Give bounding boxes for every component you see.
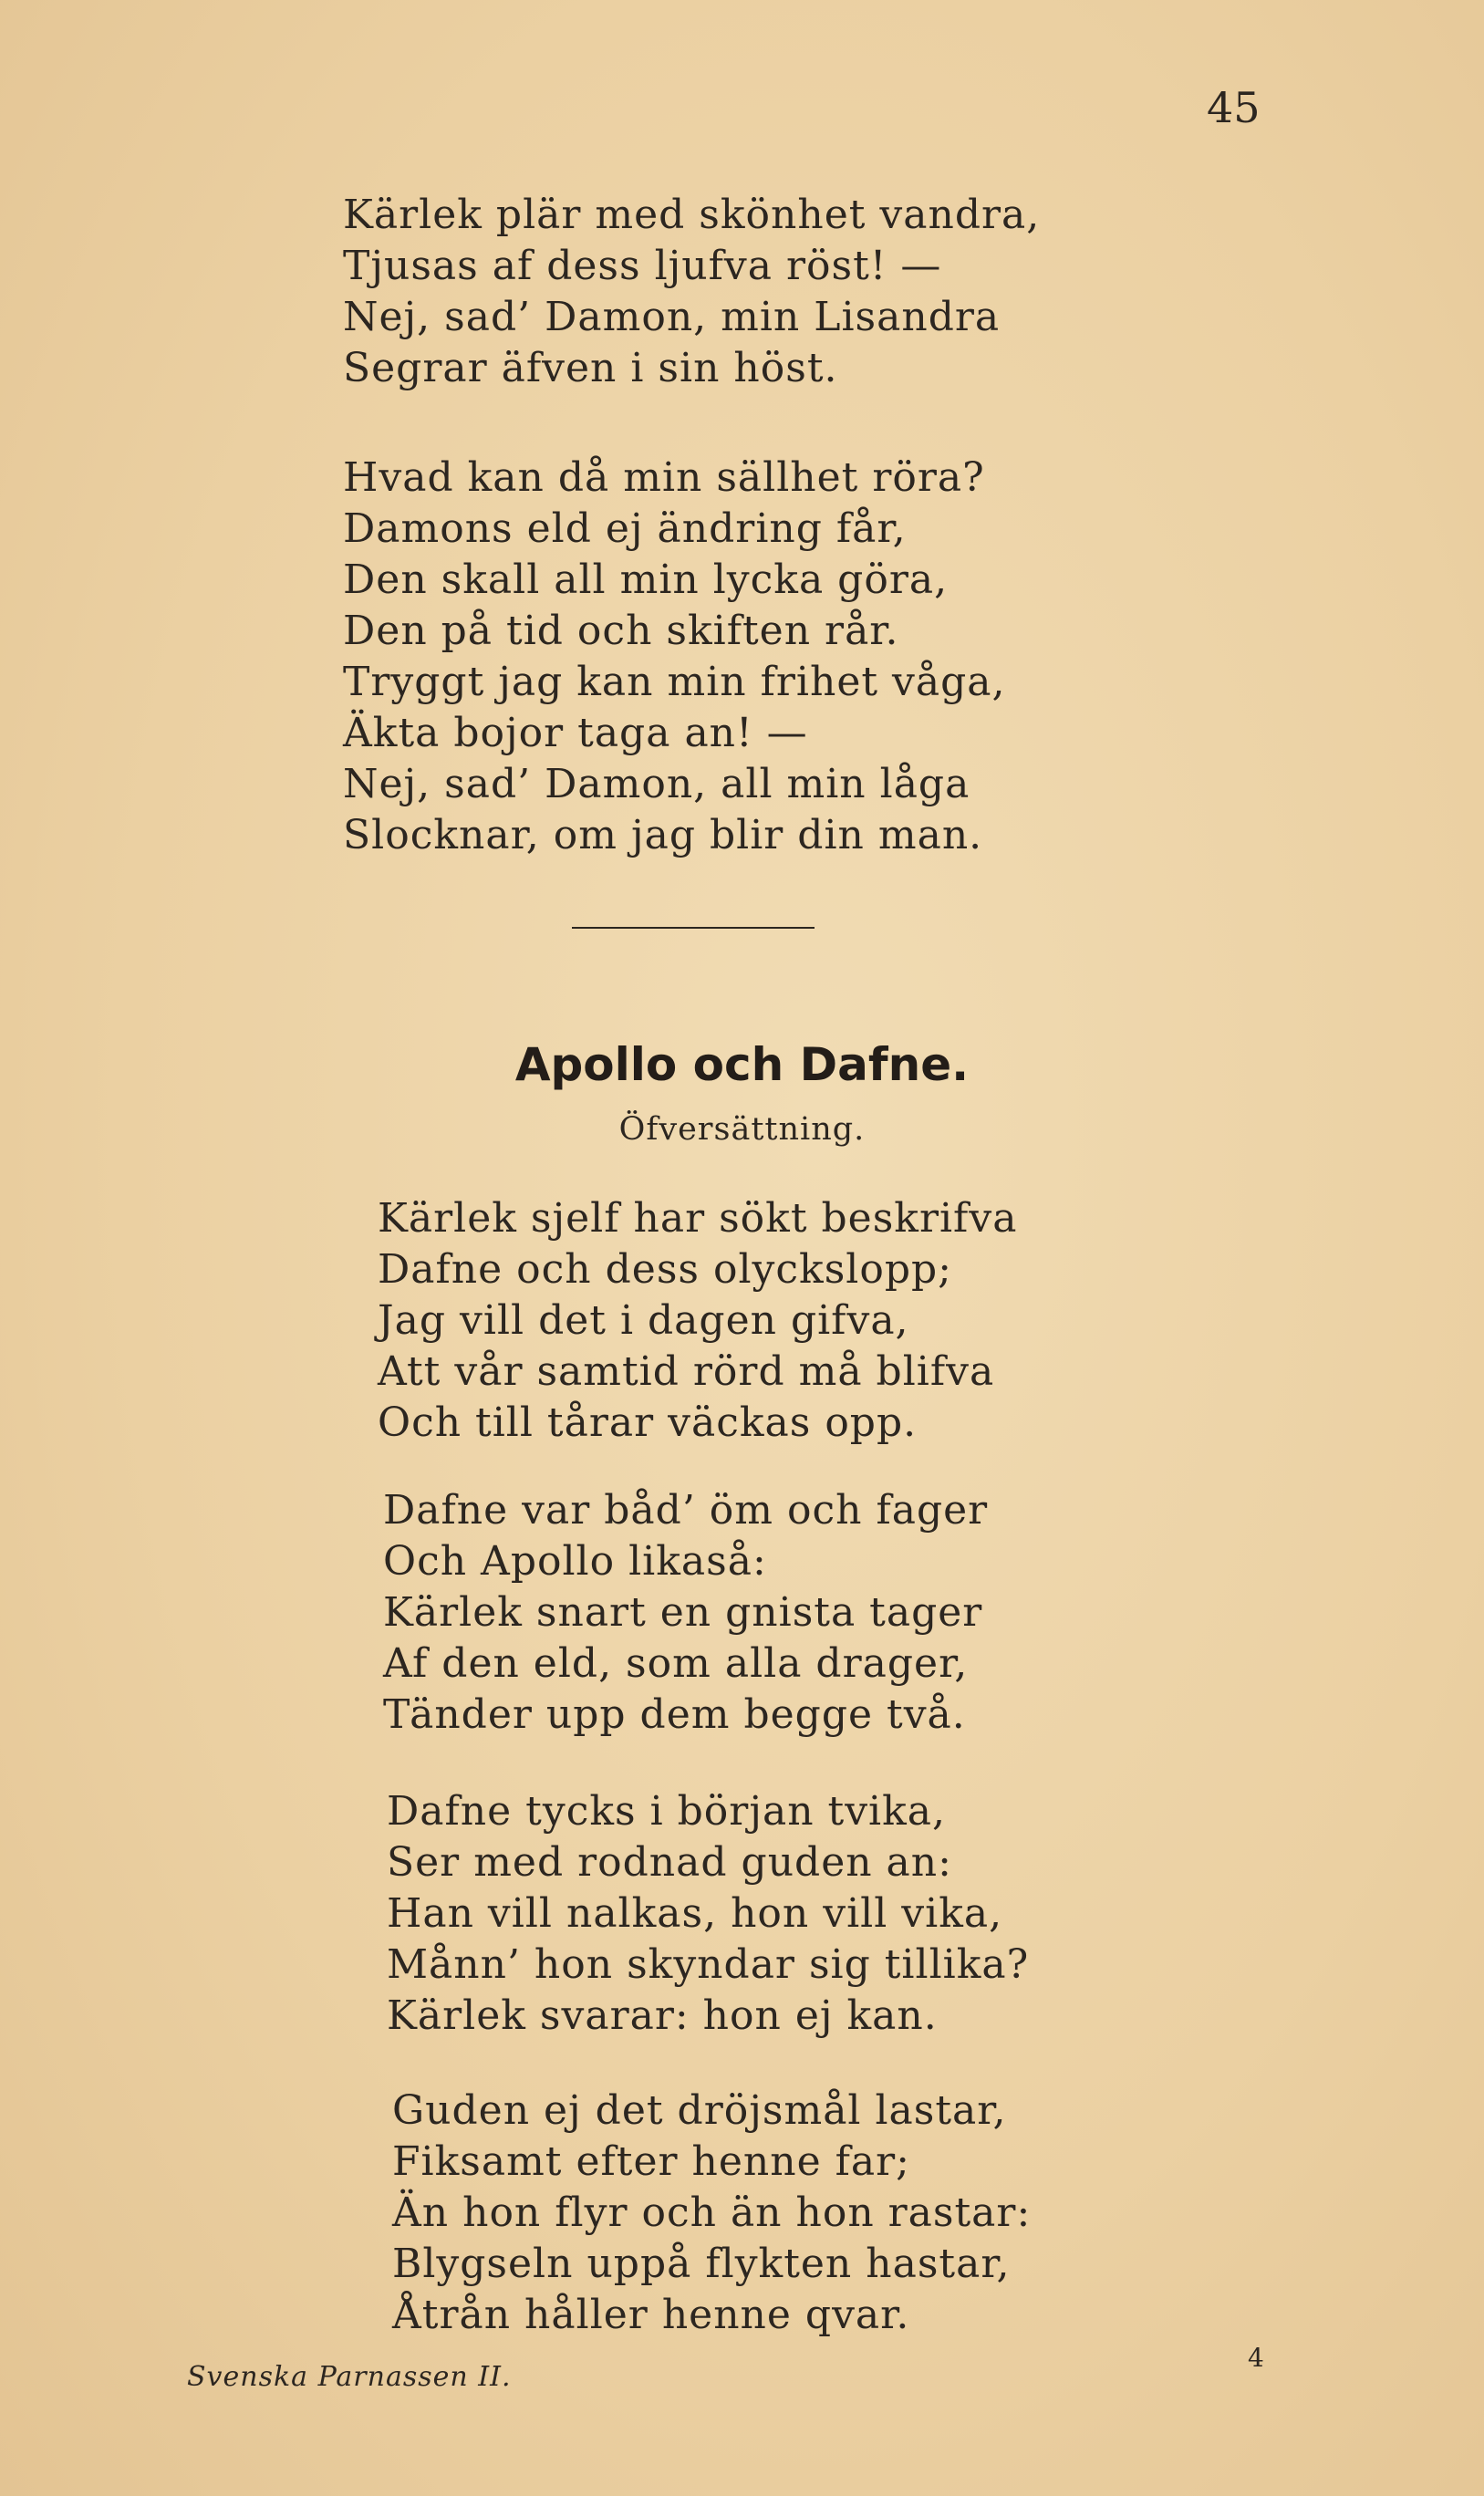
verse-line: Än hon flyr och än hon rastar: <box>392 2189 1032 2236</box>
verse-line: Han vill nalkas, hon vill vika, <box>387 1890 1003 1937</box>
verse-line: Dafne tycks i början tvika, <box>387 1788 947 1835</box>
verse-line: Och till tårar väckas opp. <box>378 1399 918 1446</box>
stanza <box>343 190 1040 394</box>
verse-line: Guden ej det dröjsmål lastar, <box>392 2087 1007 2134</box>
sheet-mark: 4 <box>1248 2343 1264 2373</box>
stanza <box>387 1786 1029 2042</box>
verse-line: Kärlek svarar: hon ej kan. <box>387 1992 938 2039</box>
verse-line: Kärlek sjelf har sökt beskrifva <box>378 1195 1018 1242</box>
verse-line: Nej, sad’ Damon, all min låga <box>343 761 970 807</box>
poem-title: Apollo och Dafne. <box>514 1038 970 1091</box>
verse-line: Ser med rodnad guden an: <box>387 1839 952 1886</box>
verse-line: Månn’ hon skyndar sig tillika? <box>387 1941 1030 1988</box>
verse-line: Af den eld, som alla drager, <box>383 1640 969 1687</box>
stanza <box>343 452 1006 861</box>
verse-line: Blygseln uppå flykten hastar, <box>392 2241 1011 2287</box>
footer-signature: Svenska Parnassen II. <box>187 2361 512 2393</box>
verse-line: Äkta bojor taga an! — <box>343 710 808 756</box>
verse-line: Den skall all min lycka göra, <box>343 556 949 603</box>
verse-line: Dafne var båd’ öm och fager <box>383 1487 989 1534</box>
stanza <box>392 2085 1031 2341</box>
verse-line: Tjusas af dess ljufva röst! — <box>343 243 942 289</box>
stanza <box>378 1193 1017 1449</box>
stanza <box>383 1485 988 1741</box>
verse-line: Kärlek plär med skönhet vandra, <box>343 192 1041 238</box>
verse-line: Tryggt jag kan min frihet våga, <box>343 659 1006 705</box>
verse-line: Att vår samtid rörd må blifva <box>378 1348 995 1395</box>
verse-line: Segrar äfven i sin höst. <box>343 345 838 391</box>
page-number: 45 <box>1207 83 1261 132</box>
verse-line: Åtrån håller henne qvar. <box>392 2292 910 2338</box>
verse-line: Jag vill det i dagen gifva, <box>378 1297 909 1344</box>
verse-line: Dafne och dess olyckslopp; <box>378 1246 952 1293</box>
verse-line: Kärlek snart en gnista tager <box>383 1589 983 1636</box>
verse-line: Hvad kan då min sällhet röra? <box>343 454 985 501</box>
section-divider <box>572 927 815 929</box>
poem-subtitle: Öfversättning. <box>618 1111 866 1148</box>
verse-line: Och Apollo likaså: <box>383 1538 767 1585</box>
verse-line: Damons eld ej ändring får, <box>343 505 907 552</box>
verse-line: Tänder upp dem begge två. <box>383 1691 966 1738</box>
verse-line: Slocknar, om jag blir din man. <box>343 812 983 858</box>
verse-line: Den på tid och skiften rår. <box>343 608 899 654</box>
verse-line: Fiksamt efter henne far; <box>392 2138 910 2185</box>
verse-line: Nej, sad’ Damon, min Lisandra <box>343 294 1001 340</box>
